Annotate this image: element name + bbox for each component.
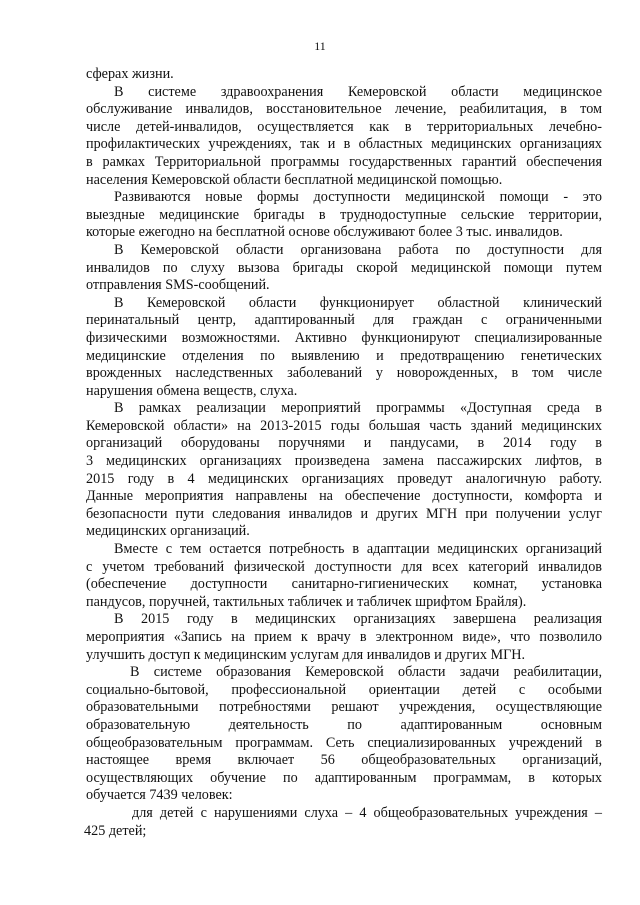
text-line: населения Кемеровской области бесплатной медицинской помощью. xyxy=(86,171,503,188)
document-body xyxy=(86,66,602,840)
text-line: нарушения обмена веществ, слуха. xyxy=(86,382,298,399)
text-line: пандусов, поручней, тактильных табличек и табличек шрифтом Брайля). xyxy=(86,593,527,610)
paragraph-start-line: Развиваются новые формы доступности медицинской помощи - это xyxy=(114,189,602,206)
list-item-line: для детей с нарушениями слуха – 4 общеобразовательных учреждения – xyxy=(132,804,602,821)
text-line: медицинские отделения по выявлению и предотвращению генетических xyxy=(86,347,602,364)
paragraph-start-line: В системе образования Кемеровской области задачи реабилитации, xyxy=(130,664,602,681)
text-line: с учетом требований физической доступности для всех категорий инвалидов xyxy=(86,558,602,575)
text-line: физическими возможностями. Активно функционируют специализированные xyxy=(86,329,602,346)
text-line: (обеспечение доступности санитарно-гигиенических комнат, установка xyxy=(86,576,602,593)
page-number: 11 xyxy=(314,39,326,53)
text-line: выездные медицинские бригады в труднодоступные сельские территории, xyxy=(86,206,602,223)
paragraph-start-line: В системе здравоохранения Кемеровской области медицинское xyxy=(114,83,602,100)
text-line: социально-бытовой, профессиональной ориентации детей с особыми xyxy=(86,681,602,698)
text-line: безопасности пути следования инвалидов и других МГН при получении услуг xyxy=(86,505,602,522)
text-line: улучшить доступ к медицинским услугам для инвалидов и других МГН. xyxy=(86,646,526,663)
text-line: общеобразовательным программам. Сеть специализированных учреждений в xyxy=(86,734,602,751)
paragraph-start-line: Вместе с тем остается потребность в адаптации медицинских организаций xyxy=(114,541,602,558)
text-line: организаций оборудованы поручнями и пандусами, в 2014 году в xyxy=(86,435,602,452)
text-line: образовательными потребностями решают учреждения, осуществляющие xyxy=(86,699,602,716)
paragraph-start-line: В рамках реализации мероприятий программы «Доступная среда в xyxy=(114,400,602,417)
text-line: сферах жизни. xyxy=(86,66,174,82)
text-line: перинатальный центр, адаптированный для граждан с ограниченными xyxy=(86,312,602,329)
text-line: Данные мероприятия направлены на обеспечение доступности, комфорта и xyxy=(86,488,602,505)
text-line: 3 медицинских организациях произведена замена пассажирских лифтов, в xyxy=(86,453,602,470)
text-line: профилактических учреждениях, так и в областных медицинских организациях xyxy=(86,136,602,153)
list-item-line: 425 детей; xyxy=(84,822,147,839)
text-line: обслуживание инвалидов, восстановительное лечение, реабилитация, в том xyxy=(86,101,602,118)
text-line: осуществляющих обучение по адаптированным программам, в которых xyxy=(86,769,602,786)
text-line: врожденных наследственных заболеваний у новорожденных, в том числе xyxy=(86,365,602,382)
text-line: образовательную деятельность по адаптированным основным xyxy=(86,716,602,733)
text-line: обучается 7439 человек: xyxy=(86,787,233,804)
paragraph-start-line: В Кемеровской области организована работа по доступности для xyxy=(114,241,602,258)
text-line: Кемеровской области» на 2013-2015 годы большая часть зданий медицинских xyxy=(86,417,602,434)
text-line: инвалидов по слуху вызова бригады скорой медицинской помощи путем xyxy=(86,259,602,276)
text-line: которые ежегодно на бесплатной основе обслуживают более 3 тыс. инвалидов. xyxy=(86,224,563,241)
text-line: мероприятия «Запись на прием к врачу в электронном виде», что позволило xyxy=(86,629,602,645)
text-line: в рамках Территориальной программы государственных гарантий обеспечения xyxy=(86,153,602,170)
paragraph-start-line: В 2015 году в медицинских организациях завершена реализация xyxy=(114,611,602,628)
text-line: 2015 году в 4 медицинских организациях проведут аналогичную работу. xyxy=(86,470,602,487)
text-line: настоящее время включает 56 общеобразовательных организаций, xyxy=(86,752,602,769)
text-line: числе детей-инвалидов, осуществляется как в территориальных лечебно- xyxy=(86,118,602,135)
text-line: отправления SMS-сообщений. xyxy=(86,277,270,294)
paragraph-start-line: В Кемеровской области функционирует областной клинический xyxy=(114,294,602,311)
text-line: медицинских организаций. xyxy=(86,523,250,540)
